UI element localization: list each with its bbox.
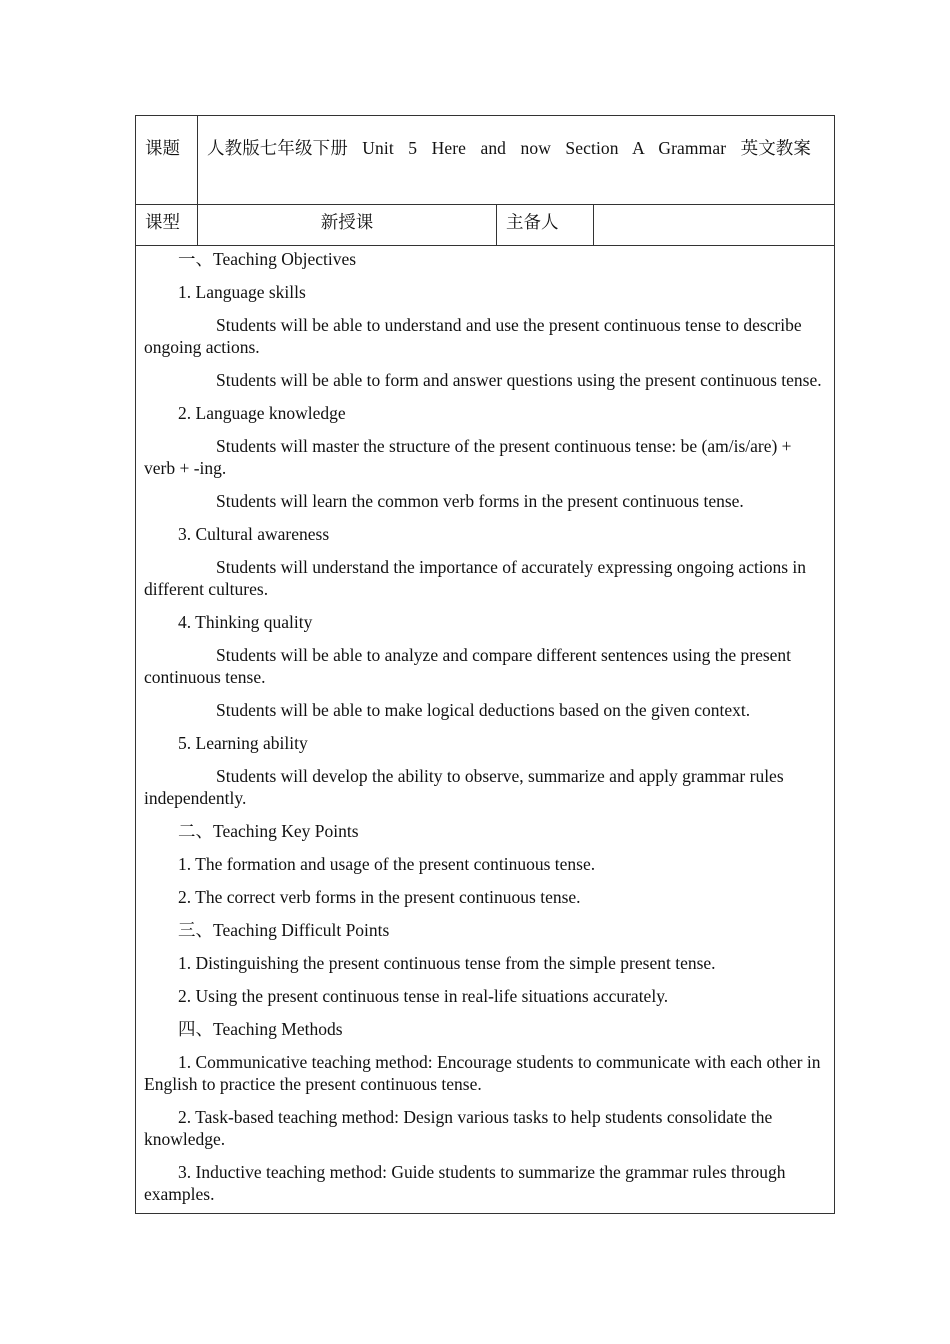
topic-value: 人教版七年级下册 Unit 5 Here and now Section A Grammar 英文教案	[198, 116, 835, 205]
objectives-heading: 一、Teaching Objectives	[178, 249, 357, 269]
difficult-point: 1. Distinguishing the present continuous tense from the simple present tense.	[178, 953, 716, 973]
objective-point: Students will be able to analyze and compare different sentences using the present continuous tense.	[144, 645, 792, 687]
objective-point: Students will be able to form and answer questions using the present continuous tense.	[216, 370, 822, 390]
objective-title: 3. Cultural awareness	[178, 524, 330, 544]
preparer-value	[594, 205, 835, 246]
objective-title: 1. Language skills	[178, 282, 306, 302]
objective-point: Students will be able to understand and use the present continuous tense to describe ongoing actions.	[144, 315, 802, 357]
difficult-points-heading: 三、Teaching Difficult Points	[178, 920, 390, 940]
objective-title: 5. Learning ability	[178, 733, 308, 753]
objective-title: 2. Language knowledge	[178, 403, 346, 423]
type-row	[136, 205, 835, 246]
methods-heading: 四、Teaching Methods	[178, 1019, 343, 1039]
content-row	[136, 246, 835, 1214]
objective-point: Students will develop the ability to observe, summarize and apply grammar rules independently.	[144, 766, 784, 808]
topic-label: 课题	[136, 116, 198, 205]
method-item: 1. Communicative teaching method: Encourage students to communicate with each other in English to practice the present continuous tense.	[144, 1052, 821, 1094]
lesson-content	[136, 246, 835, 1214]
topic-row	[136, 116, 835, 205]
key-points-heading: 二、Teaching Key Points	[178, 821, 359, 841]
method-item: 2. Task-based teaching method: Design various tasks to help students consolidate the knowledge.	[144, 1107, 773, 1149]
key-point: 1. The formation and usage of the present continuous tense.	[178, 854, 596, 874]
objective-title: 4. Thinking quality	[178, 612, 313, 632]
objective-point: Students will be able to make logical deductions based on the given context.	[216, 700, 751, 720]
objective-point: Students will learn the common verb forms in the present continuous tense.	[216, 491, 744, 511]
type-label: 课型	[136, 205, 198, 246]
type-value: 新授课	[198, 205, 497, 246]
lesson-plan-table	[135, 115, 835, 1214]
method-item: 3. Inductive teaching method: Guide students to summarize the grammar rules through examples.	[144, 1162, 786, 1204]
objective-point: Students will master the structure of the present continuous tense: be (am/is/are) + verb + -ing.	[144, 436, 792, 478]
preparer-label: 主备人	[497, 205, 594, 246]
objective-point: Students will understand the importance of accurately expressing ongoing actions in different cultures.	[144, 557, 806, 599]
difficult-point: 2. Using the present continuous tense in real-life situations accurately.	[178, 986, 669, 1006]
key-point: 2. The correct verb forms in the present continuous tense.	[178, 887, 581, 907]
